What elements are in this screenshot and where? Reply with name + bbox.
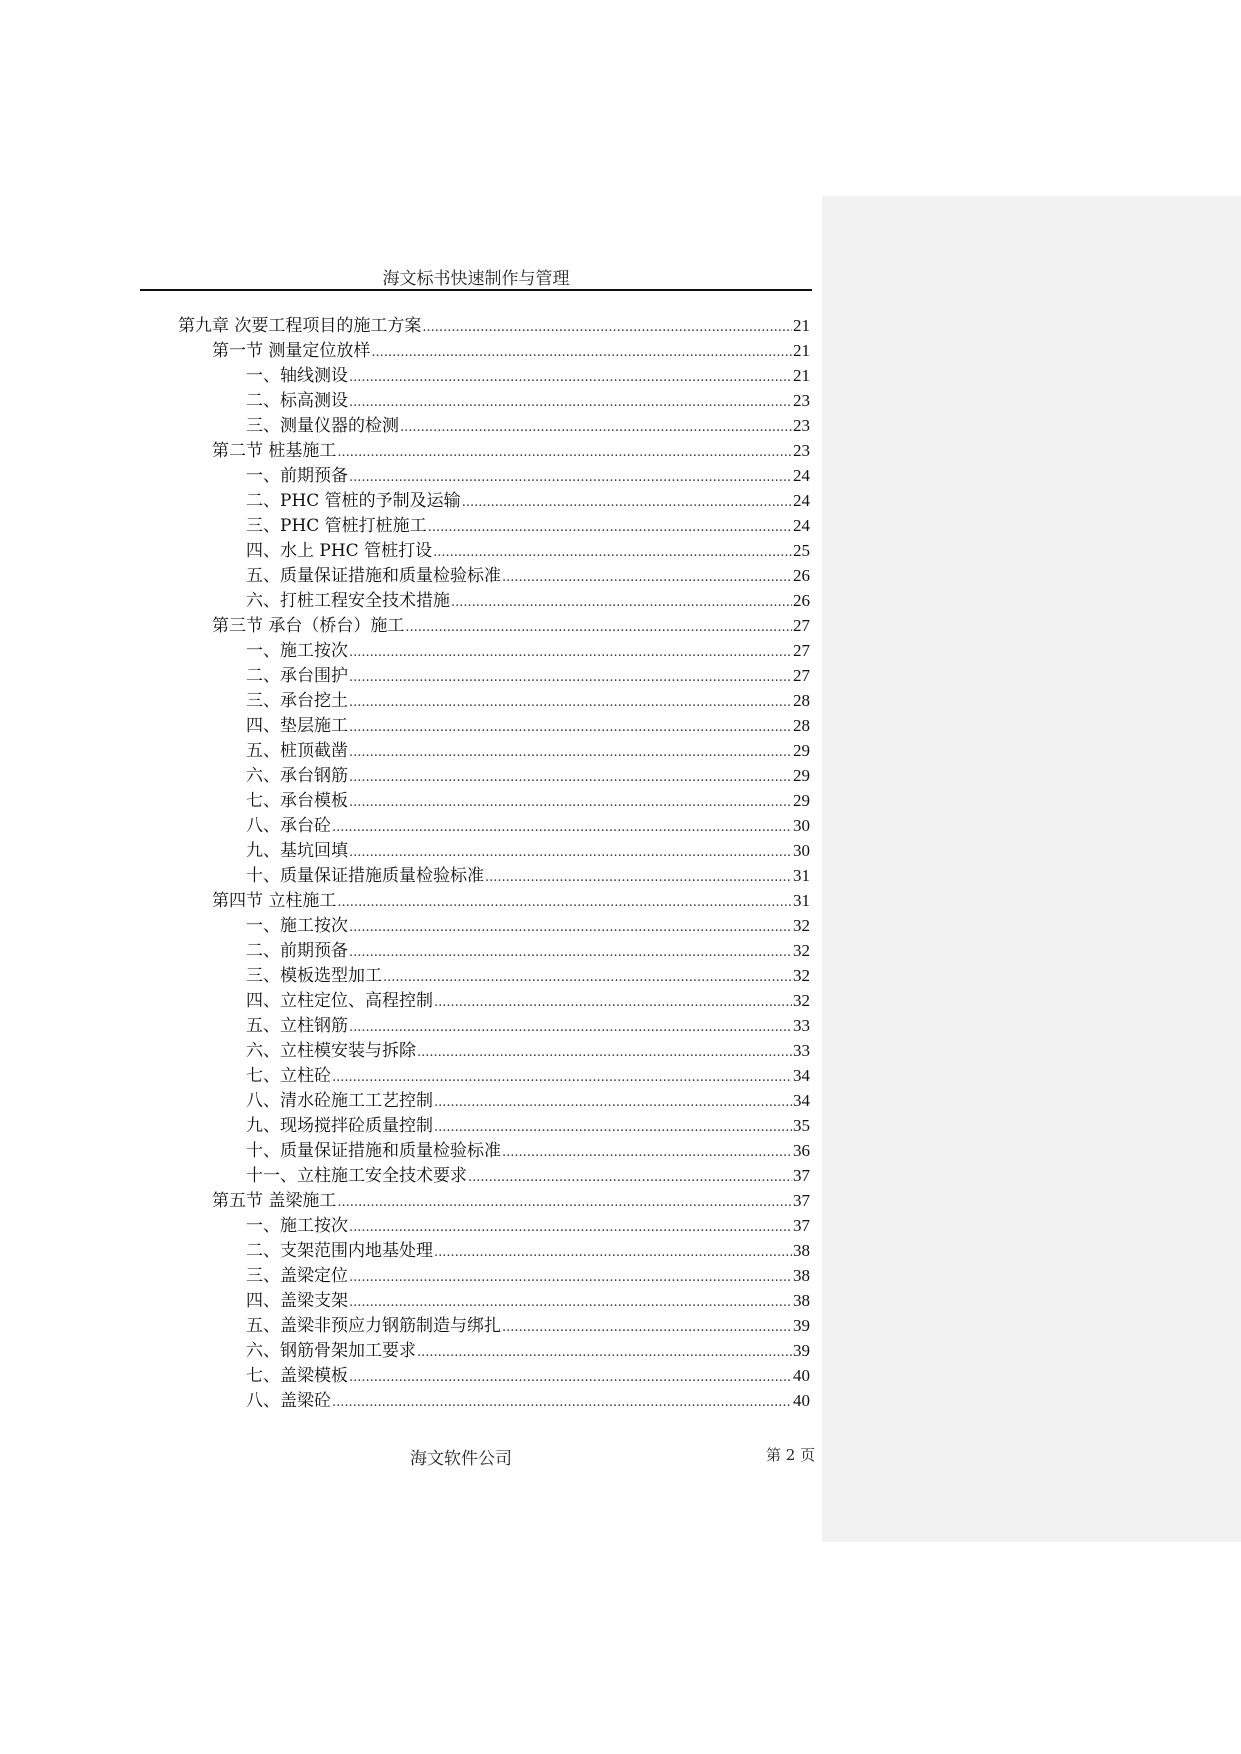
toc-dot-leader bbox=[349, 1015, 792, 1040]
toc-entry-number: 一、 bbox=[246, 641, 280, 661]
toc-entry-title: 第三节 承台（桥台）施工 bbox=[212, 616, 405, 636]
toc-entry-page: 21 bbox=[793, 316, 810, 335]
toc-entry[interactable] bbox=[246, 913, 810, 938]
toc-entry[interactable] bbox=[246, 413, 810, 438]
toc-entry[interactable] bbox=[246, 488, 810, 513]
toc-entry-title: 轴线测设 bbox=[280, 366, 348, 386]
toc-dot-leader bbox=[434, 990, 792, 1015]
toc-dot-leader bbox=[337, 890, 792, 915]
toc-entry[interactable] bbox=[246, 1113, 810, 1138]
toc-entry-number: 四、 bbox=[246, 1291, 280, 1311]
toc-entry-title: 前期预备 bbox=[280, 466, 348, 486]
toc-entry-title: 钢筋骨架加工要求 bbox=[280, 1341, 416, 1361]
toc-dot-leader bbox=[332, 1065, 792, 1090]
toc-entry[interactable] bbox=[246, 1138, 810, 1163]
toc-dot-leader bbox=[349, 840, 792, 865]
toc-dot-leader bbox=[349, 740, 792, 765]
toc-entry[interactable] bbox=[246, 788, 810, 813]
toc-entry-title: 模板选型加工 bbox=[280, 966, 382, 986]
toc-dot-leader bbox=[349, 1290, 792, 1315]
toc-entry-page: 21 bbox=[793, 366, 810, 385]
toc-entry-title: 桩顶截凿 bbox=[280, 741, 348, 761]
toc-entry-number: 一、 bbox=[246, 366, 280, 386]
toc-dot-leader bbox=[349, 940, 792, 965]
header-divider bbox=[140, 289, 812, 291]
toc-entry-page: 39 bbox=[793, 1316, 810, 1335]
toc-entry[interactable] bbox=[246, 1213, 810, 1238]
toc-dot-leader bbox=[332, 1390, 792, 1415]
toc-entry-number: 七、 bbox=[246, 1066, 280, 1086]
toc-entry-title: 质量保证措施和质量检验标准 bbox=[280, 566, 501, 586]
toc-dot-leader bbox=[349, 365, 792, 390]
toc-entry-page: 33 bbox=[793, 1041, 810, 1060]
toc-entry-number: 三、 bbox=[246, 416, 280, 436]
toc-entry-title: 质量保证措施质量检验标准 bbox=[280, 866, 484, 886]
toc-entry-title: 水上 PHC 管桩打设 bbox=[280, 541, 433, 561]
toc-entry-title: 施工按次 bbox=[280, 916, 348, 936]
toc-entry-title: 承台钢筋 bbox=[280, 766, 348, 786]
toc-entry-page: 39 bbox=[793, 1341, 810, 1360]
toc-entry[interactable] bbox=[212, 438, 810, 463]
toc-dot-leader bbox=[417, 1340, 792, 1365]
toc-entry-number: 八、 bbox=[246, 816, 280, 836]
toc-entry[interactable] bbox=[246, 1338, 810, 1363]
toc-entry[interactable] bbox=[246, 1013, 810, 1038]
toc-entry-page: 34 bbox=[793, 1066, 810, 1085]
toc-entry[interactable] bbox=[246, 738, 810, 763]
comment-pane bbox=[822, 196, 1241, 1542]
toc-entry-page: 37 bbox=[793, 1166, 810, 1185]
toc-dot-leader bbox=[428, 515, 792, 540]
toc-entry-page: 32 bbox=[793, 916, 810, 935]
toc-entry-title: PHC 管桩打桩施工 bbox=[280, 516, 427, 536]
toc-dot-leader bbox=[485, 865, 792, 890]
toc-entry-page: 27 bbox=[793, 616, 810, 635]
toc-dot-leader bbox=[349, 1265, 792, 1290]
toc-entry-page: 21 bbox=[793, 341, 810, 360]
toc-entry[interactable] bbox=[212, 888, 810, 913]
toc-dot-leader bbox=[417, 1040, 792, 1065]
toc-entry-number: 四、 bbox=[246, 991, 280, 1011]
toc-dot-leader bbox=[349, 790, 792, 815]
toc-entry-title: 支架范围内地基处理 bbox=[280, 1241, 433, 1261]
toc-entry-page: 35 bbox=[793, 1116, 810, 1135]
toc-entry[interactable] bbox=[212, 338, 810, 363]
toc-entry-title: 第二节 桩基施工 bbox=[212, 441, 337, 461]
toc-entry[interactable] bbox=[246, 713, 810, 738]
toc-entry-page: 40 bbox=[793, 1391, 810, 1410]
toc-entry[interactable] bbox=[246, 1263, 810, 1288]
toc-entry-number: 五、 bbox=[246, 1016, 280, 1036]
toc-entry-number: 二、 bbox=[246, 491, 280, 511]
toc-entry[interactable] bbox=[246, 663, 810, 688]
toc-dot-leader bbox=[349, 765, 792, 790]
toc-entry-page: 24 bbox=[793, 466, 810, 485]
toc-entry-title: 第九章 次要工程项目的施工方案 bbox=[178, 316, 422, 336]
toc-entry[interactable] bbox=[246, 513, 810, 538]
toc-entry-title: 盖梁定位 bbox=[280, 1266, 348, 1286]
toc-entry[interactable] bbox=[246, 1088, 810, 1113]
toc-entry-page: 29 bbox=[793, 741, 810, 760]
toc-entry-page: 24 bbox=[793, 491, 810, 510]
toc-entry[interactable] bbox=[246, 863, 810, 888]
toc-entry-page: 30 bbox=[793, 816, 810, 835]
toc-entry-number: 七、 bbox=[246, 1366, 280, 1386]
toc-entry-page: 30 bbox=[793, 841, 810, 860]
toc-entry-title: 承台模板 bbox=[280, 791, 348, 811]
toc-dot-leader bbox=[405, 615, 792, 640]
toc-entry-page: 24 bbox=[793, 516, 810, 535]
toc-entry-number: 二、 bbox=[246, 941, 280, 961]
toc-entry-page: 38 bbox=[793, 1241, 810, 1260]
toc-dot-leader bbox=[383, 965, 792, 990]
toc-entry-title: 基坑回填 bbox=[280, 841, 348, 861]
toc-entry-number: 十、 bbox=[246, 1141, 280, 1161]
toc-entry[interactable] bbox=[246, 813, 810, 838]
toc-entry-page: 26 bbox=[793, 566, 810, 585]
toc-dot-leader bbox=[422, 315, 792, 340]
toc-entry[interactable] bbox=[246, 388, 810, 413]
toc-dot-leader bbox=[349, 1215, 792, 1240]
toc-dot-leader bbox=[468, 1165, 792, 1190]
toc-entry-page: 36 bbox=[793, 1141, 810, 1160]
toc-entry[interactable] bbox=[246, 1388, 810, 1413]
toc-entry[interactable] bbox=[246, 963, 810, 988]
toc-entry-page: 34 bbox=[793, 1091, 810, 1110]
toc-entry-title: 立柱施工安全技术要求 bbox=[297, 1166, 467, 1186]
toc-entry[interactable] bbox=[246, 638, 810, 663]
toc-dot-leader bbox=[332, 815, 792, 840]
toc-entry-title: 盖梁砼 bbox=[280, 1391, 331, 1411]
toc-entry-page: 38 bbox=[793, 1266, 810, 1285]
toc-entry-number: 二、 bbox=[246, 666, 280, 686]
toc-entry-number: 二、 bbox=[246, 391, 280, 411]
toc-entry-number: 八、 bbox=[246, 1091, 280, 1111]
toc-dot-leader bbox=[349, 465, 792, 490]
toc-entry-page: 29 bbox=[793, 766, 810, 785]
toc-entry-title: 清水砼施工工艺控制 bbox=[280, 1091, 433, 1111]
toc-dot-leader bbox=[349, 690, 792, 715]
toc-entry-number: 十、 bbox=[246, 866, 280, 886]
toc-dot-leader bbox=[434, 1240, 792, 1265]
toc-entry-title: 施工按次 bbox=[280, 641, 348, 661]
toc-dot-leader bbox=[400, 415, 792, 440]
toc-dot-leader bbox=[451, 590, 792, 615]
toc-entry-number: 四、 bbox=[246, 716, 280, 736]
toc-entry[interactable] bbox=[246, 538, 810, 563]
toc-entry[interactable] bbox=[246, 988, 810, 1013]
toc-dot-leader bbox=[462, 490, 792, 515]
toc-entry-title: 承台挖土 bbox=[280, 691, 348, 711]
footer-company: 海文软件公司 bbox=[410, 1449, 512, 1469]
toc-entry-page: 28 bbox=[793, 691, 810, 710]
toc-entry-number: 九、 bbox=[246, 841, 280, 861]
toc-entry-page: 23 bbox=[793, 416, 810, 435]
toc-entry[interactable] bbox=[212, 613, 810, 638]
toc-entry-title: 承台砼 bbox=[280, 816, 331, 836]
toc-entry-title: 立柱钢筋 bbox=[280, 1016, 348, 1036]
toc-entry[interactable] bbox=[246, 1238, 810, 1263]
toc-entry-title: 垫层施工 bbox=[280, 716, 348, 736]
toc-dot-leader bbox=[349, 390, 792, 415]
toc-entry-page: 25 bbox=[793, 541, 810, 560]
toc-entry[interactable] bbox=[246, 588, 810, 613]
toc-entry[interactable] bbox=[246, 1288, 810, 1313]
toc-entry-title: 盖梁非预应力钢筋制造与绑扎 bbox=[280, 1316, 501, 1336]
toc-dot-leader bbox=[349, 640, 792, 665]
toc-dot-leader bbox=[337, 1190, 792, 1215]
toc-entry[interactable] bbox=[246, 938, 810, 963]
toc-entry-title: 质量保证措施和质量检验标准 bbox=[280, 1141, 501, 1161]
toc-dot-leader bbox=[433, 540, 792, 565]
toc-entry[interactable] bbox=[246, 763, 810, 788]
toc-entry-number: 六、 bbox=[246, 766, 280, 786]
toc-entry-number: 二、 bbox=[246, 1241, 280, 1261]
toc-entry-page: 26 bbox=[793, 591, 810, 610]
toc-entry-number: 五、 bbox=[246, 741, 280, 761]
toc-entry-number: 六、 bbox=[246, 591, 280, 611]
footer-page-number: 第 2 页 bbox=[766, 1446, 816, 1464]
toc-entry-title: 第一节 测量定位放样 bbox=[212, 341, 371, 361]
toc-entry-number: 三、 bbox=[246, 966, 280, 986]
toc-entry-title: 承台围护 bbox=[280, 666, 348, 686]
toc-entry-title: 盖梁模板 bbox=[280, 1366, 348, 1386]
toc-entry-number: 三、 bbox=[246, 1266, 280, 1286]
toc-entry-title: 立柱模安装与拆除 bbox=[280, 1041, 416, 1061]
toc-dot-leader bbox=[434, 1115, 792, 1140]
toc-entry-title: PHC 管桩的予制及运输 bbox=[280, 491, 461, 511]
toc-dot-leader bbox=[337, 440, 792, 465]
toc-entry[interactable] bbox=[212, 1188, 810, 1213]
toc-entry-page: 37 bbox=[793, 1216, 810, 1235]
toc-entry-title: 立柱定位、高程控制 bbox=[280, 991, 433, 1011]
toc-entry-page: 27 bbox=[793, 641, 810, 660]
toc-entry-title: 盖梁支架 bbox=[280, 1291, 348, 1311]
toc-entry-page: 31 bbox=[793, 891, 810, 910]
toc-entry-number: 三、 bbox=[246, 691, 280, 711]
toc-entry-number: 六、 bbox=[246, 1341, 280, 1361]
toc-dot-leader bbox=[349, 1365, 792, 1390]
toc-entry-page: 32 bbox=[793, 991, 810, 1010]
toc-entry-number: 九、 bbox=[246, 1116, 280, 1136]
toc-dot-leader bbox=[434, 1090, 792, 1115]
toc-entry-page: 23 bbox=[793, 441, 810, 460]
toc-entry-page: 31 bbox=[793, 866, 810, 885]
toc-dot-leader bbox=[502, 1140, 792, 1165]
toc-entry-page: 29 bbox=[793, 791, 810, 810]
toc-entry[interactable] bbox=[246, 1038, 810, 1063]
toc-entry-title: 标高测设 bbox=[280, 391, 348, 411]
toc-entry-page: 32 bbox=[793, 941, 810, 960]
toc-entry-title: 立柱砼 bbox=[280, 1066, 331, 1086]
toc-dot-leader bbox=[349, 665, 792, 690]
toc-entry[interactable] bbox=[246, 688, 810, 713]
toc-entry-title: 施工按次 bbox=[280, 1216, 348, 1236]
toc-entry-number: 五、 bbox=[246, 1316, 280, 1336]
toc-entry-number: 一、 bbox=[246, 916, 280, 936]
page-header-title: 海文标书快速制作与管理 bbox=[382, 269, 570, 289]
toc-entry-number: 八、 bbox=[246, 1391, 280, 1411]
toc-entry[interactable] bbox=[246, 1363, 810, 1388]
toc-entry[interactable] bbox=[246, 463, 810, 488]
toc-entry-page: 33 bbox=[793, 1016, 810, 1035]
toc-entry-title: 第四节 立柱施工 bbox=[212, 891, 337, 911]
toc-entry-title: 前期预备 bbox=[280, 941, 348, 961]
toc-dot-leader bbox=[371, 340, 792, 365]
toc-entry[interactable] bbox=[246, 838, 810, 863]
toc-entry-title: 打桩工程安全技术措施 bbox=[280, 591, 450, 611]
toc-entry[interactable] bbox=[246, 1063, 810, 1088]
toc-entry-page: 38 bbox=[793, 1291, 810, 1310]
toc-entry[interactable] bbox=[246, 1313, 810, 1338]
toc-entry-page: 32 bbox=[793, 966, 810, 985]
toc-dot-leader bbox=[502, 1315, 792, 1340]
toc-entry-number: 一、 bbox=[246, 466, 280, 486]
toc-dot-leader bbox=[502, 565, 792, 590]
toc-entry[interactable] bbox=[178, 313, 810, 338]
toc-entry-page: 37 bbox=[793, 1191, 810, 1210]
toc-entry-number: 一、 bbox=[246, 1216, 280, 1236]
toc-entry-number: 三、 bbox=[246, 516, 280, 536]
toc-entry-page: 23 bbox=[793, 391, 810, 410]
toc-entry-number: 五、 bbox=[246, 566, 280, 586]
toc-entry-number: 七、 bbox=[246, 791, 280, 811]
toc-entry-title: 第五节 盖梁施工 bbox=[212, 1191, 337, 1211]
toc-entry-title: 现场搅拌砼质量控制 bbox=[280, 1116, 433, 1136]
toc-entry-title: 测量仪器的检测 bbox=[280, 416, 399, 436]
toc-entry-page: 28 bbox=[793, 716, 810, 735]
toc-entry-page: 40 bbox=[793, 1366, 810, 1385]
toc-entry-number: 十一、 bbox=[246, 1166, 297, 1186]
toc-entry[interactable] bbox=[246, 563, 810, 588]
toc-entry-number: 六、 bbox=[246, 1041, 280, 1061]
toc-dot-leader bbox=[349, 915, 792, 940]
toc-entry[interactable] bbox=[246, 363, 810, 388]
toc-entry-page: 27 bbox=[793, 666, 810, 685]
toc-entry-number: 四、 bbox=[246, 541, 280, 561]
toc-dot-leader bbox=[349, 715, 792, 740]
toc-entry[interactable] bbox=[246, 1163, 810, 1188]
